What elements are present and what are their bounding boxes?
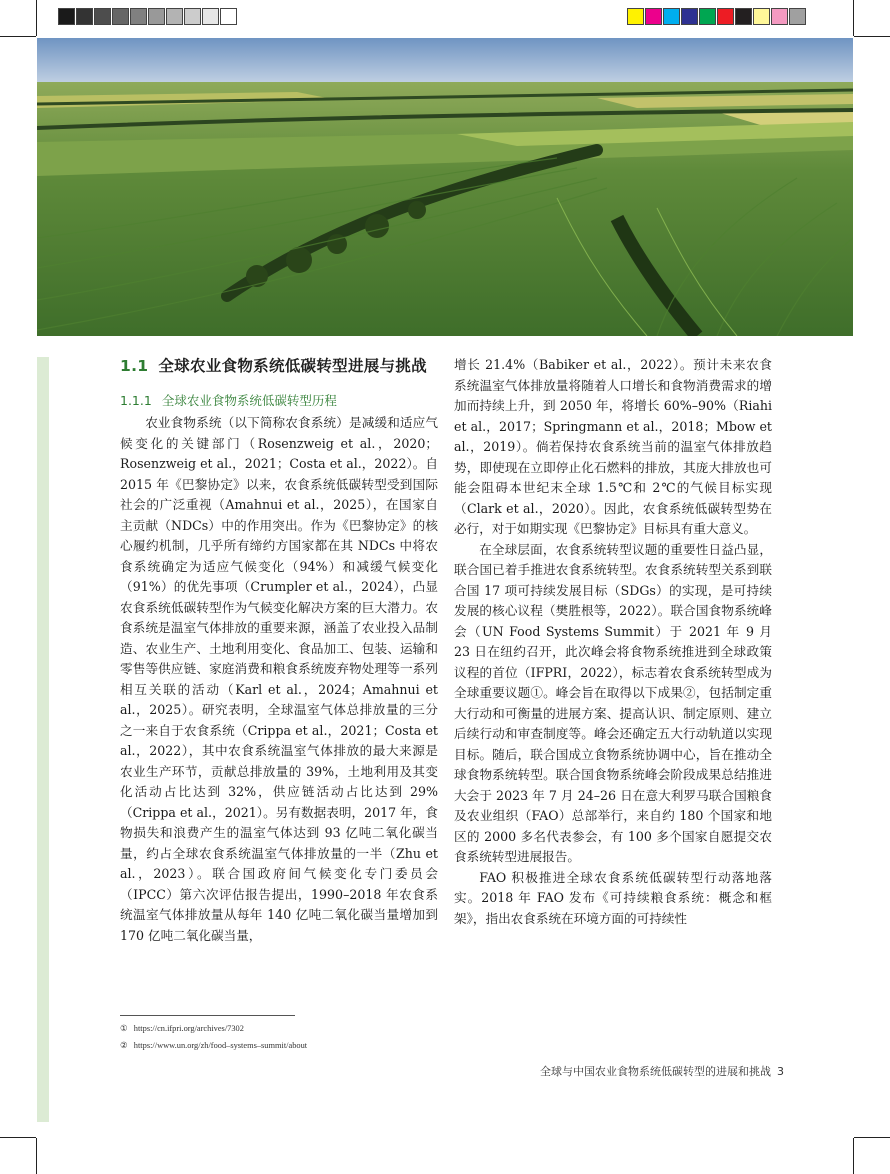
footnote <box>120 1023 244 1033</box>
body-paragraph: FAO 积极推进全球农食系统低碳转型行动落地落实。2018 年 FAO 发布《可持续粮食系统：概念和框架》，指出农食系统在环境方面的可持续性 <box>454 869 772 926</box>
crop-mark <box>854 1137 890 1138</box>
subsection-heading <box>120 391 438 411</box>
color-swatch <box>76 8 93 25</box>
section-heading <box>120 355 438 377</box>
color-swatch <box>112 8 129 25</box>
farmland-photo <box>37 38 853 336</box>
color-swatch <box>627 8 644 25</box>
color-swatch <box>717 8 734 25</box>
crop-mark <box>853 1138 854 1174</box>
color-swatch <box>166 8 183 25</box>
crop-mark <box>36 1138 37 1174</box>
chapter-side-strip <box>37 357 49 1122</box>
color-swatch <box>202 8 219 25</box>
color-swatch <box>94 8 111 25</box>
footnote-mark: ② <box>120 1041 128 1050</box>
section-number: 1.1 <box>120 357 149 375</box>
color-swatch <box>220 8 237 25</box>
crop-mark <box>0 1137 36 1138</box>
section-title: 全球农业食物系统低碳转型进展与挑战 <box>158 357 427 375</box>
page-number: 3 <box>777 1065 784 1078</box>
body-paragraph: 农业食物系统（以下简称农食系统）是减缓和适应气候变化的关键部门（Rosenzweig et al.，2020；Rosenzweig et al.，2021；Costa et al.，2022）。自 2015 年《巴黎协定》以来，农食系统低碳转型受到国际社会的广泛重视（Amahnui et al.，2025），在国家自主贡献（NDCs）中的作用突出。作为《巴黎协定》的核心履约机制，几乎所有缔约方国家都在其 NDCs 中将农食系统确定为适应气候变化（94%）和减缓气候变化（91%）的优先事项（Crumpler et al.，2024），凸显农食系统低碳转型作为气候变化解决方案的巨大潜力。农食系统是温室气体排放的重要来源，涵盖了农业投入品制造、农业生产、土地利用变化、食品加工、包装、运输和零售等供应链、家庭消费和粮食系统废弃物处理等一系列相互关联的活动（Karl et al.，2024；Amahnui et al.，2025）。研究表明，全球温室气体总排放量的三分之一来自于农食系统（Crippa et al.，2021；Costa et al.，2022），其中农食系统温室气体排放的最大来源是农业生产环节，贡献总排放量的 39%，土地利用及其变化活动占比达到 32%，供应链活动占比达到 29%（Crippa et al.，2021）。另有数据表明，2017 年，食物损失和浪费产生的温室气体达到 93 亿吨二氧化碳当量，约占全球农食系统温室气体排放量的一半（Zhu et al.，2023）。联合国政府间气候变化专门委员会（IPCC）第六次评估报告提出，1990–2018 年农食系统温室气体排放量从每年 140 亿吨二氧化碳当量增加到 170 亿吨二氧化碳当量， <box>120 415 438 943</box>
footnote-mark: ① <box>120 1024 128 1033</box>
color-swatch <box>699 8 716 25</box>
page-footer <box>540 1063 784 1079</box>
subsection-number: 1.1.1 <box>120 393 152 408</box>
body-paragraph: 在全球层面，农食系统转型议题的重要性日益凸显，联合国已着手推进农食系统转型。农食系统转型关系到联合国 17 项可持续发展目标（SDGs）的实现，是可持续发展的核心议程（樊胜根等，2022）。联合国食物系统峰会（UN Food Systems Summit）于 2021 年 9 月 23 日在纽约召开，此次峰会将食物系统推进到全球政策议程的首位（IFPRI，2022），标志着农食系统转型成为全球重要议题①。峰会旨在取得以下成果②，包括制定重大行动和可衡量的进展方案、提高认识、制定原则、建立后续行动和审查制度等。峰会还确定五大行动轨道以实现目标。随后，联合国成立食物系统协调中心，旨在推动全球食物系统转型。联合国食物系统峰会阶段成果总结推进大会于 2023 年 7 月 24–26 日在意大利罗马联合国粮食及农业组织（FAO）总部举行，来自约 180 个国家和地区的 2000 多名代表参会，有 100 多个国家自愿提交农食系统转型进展报告。 <box>454 541 772 864</box>
footnote-link[interactable]: https://cn.ifpri.org/archives/7302 <box>133 1024 244 1033</box>
body-paragraph: 增长 21.4%（Babiker et al.，2022）。预计未来农食系统温室气体排放量将随着人口增长和食物消费需求的增加而持续上升，到 2050 年，将增长 60%–90%（Riahi et al.，2017；Springmann et al.，2018；Mbow et al.，2019）。倘若保持农食系统当前的温室气体排放趋势，即使现在立即停止化石燃料的排放，其庞大排放也可能会阻碍本世纪末全球 1.5℃和 2℃的气候目标实现（Clark et al.，2020）。因此，农食系统低碳转型势在必行，对于如期实现《巴黎协定》目标具有重大意义。 <box>454 357 772 536</box>
footnote-rule <box>120 1015 295 1016</box>
color-swatch <box>681 8 698 25</box>
color-swatch <box>663 8 680 25</box>
color-swatch <box>645 8 662 25</box>
color-swatch <box>130 8 147 25</box>
color-swatch <box>58 8 75 25</box>
running-title: 全球与中国农业食物系统低碳转型的进展和挑战 <box>540 1065 771 1078</box>
footnote-link[interactable]: https://www.un.org/zh/food–systems–summit/about <box>133 1041 308 1050</box>
right-column <box>454 355 772 929</box>
color-swatch <box>771 8 788 25</box>
color-swatch <box>753 8 770 25</box>
footnote <box>120 1040 307 1050</box>
crop-mark <box>854 36 890 37</box>
color-swatch <box>789 8 806 25</box>
crop-mark <box>853 0 854 36</box>
subsection-title: 全球农业食物系统低碳转型历程 <box>161 393 337 408</box>
color-swatch <box>735 8 752 25</box>
color-swatch <box>184 8 201 25</box>
color-swatch <box>148 8 165 25</box>
crop-mark <box>36 0 37 36</box>
left-column <box>120 355 438 946</box>
color-calibration-bar <box>627 8 807 25</box>
grayscale-calibration-bar <box>58 8 238 25</box>
crop-mark <box>0 36 36 37</box>
